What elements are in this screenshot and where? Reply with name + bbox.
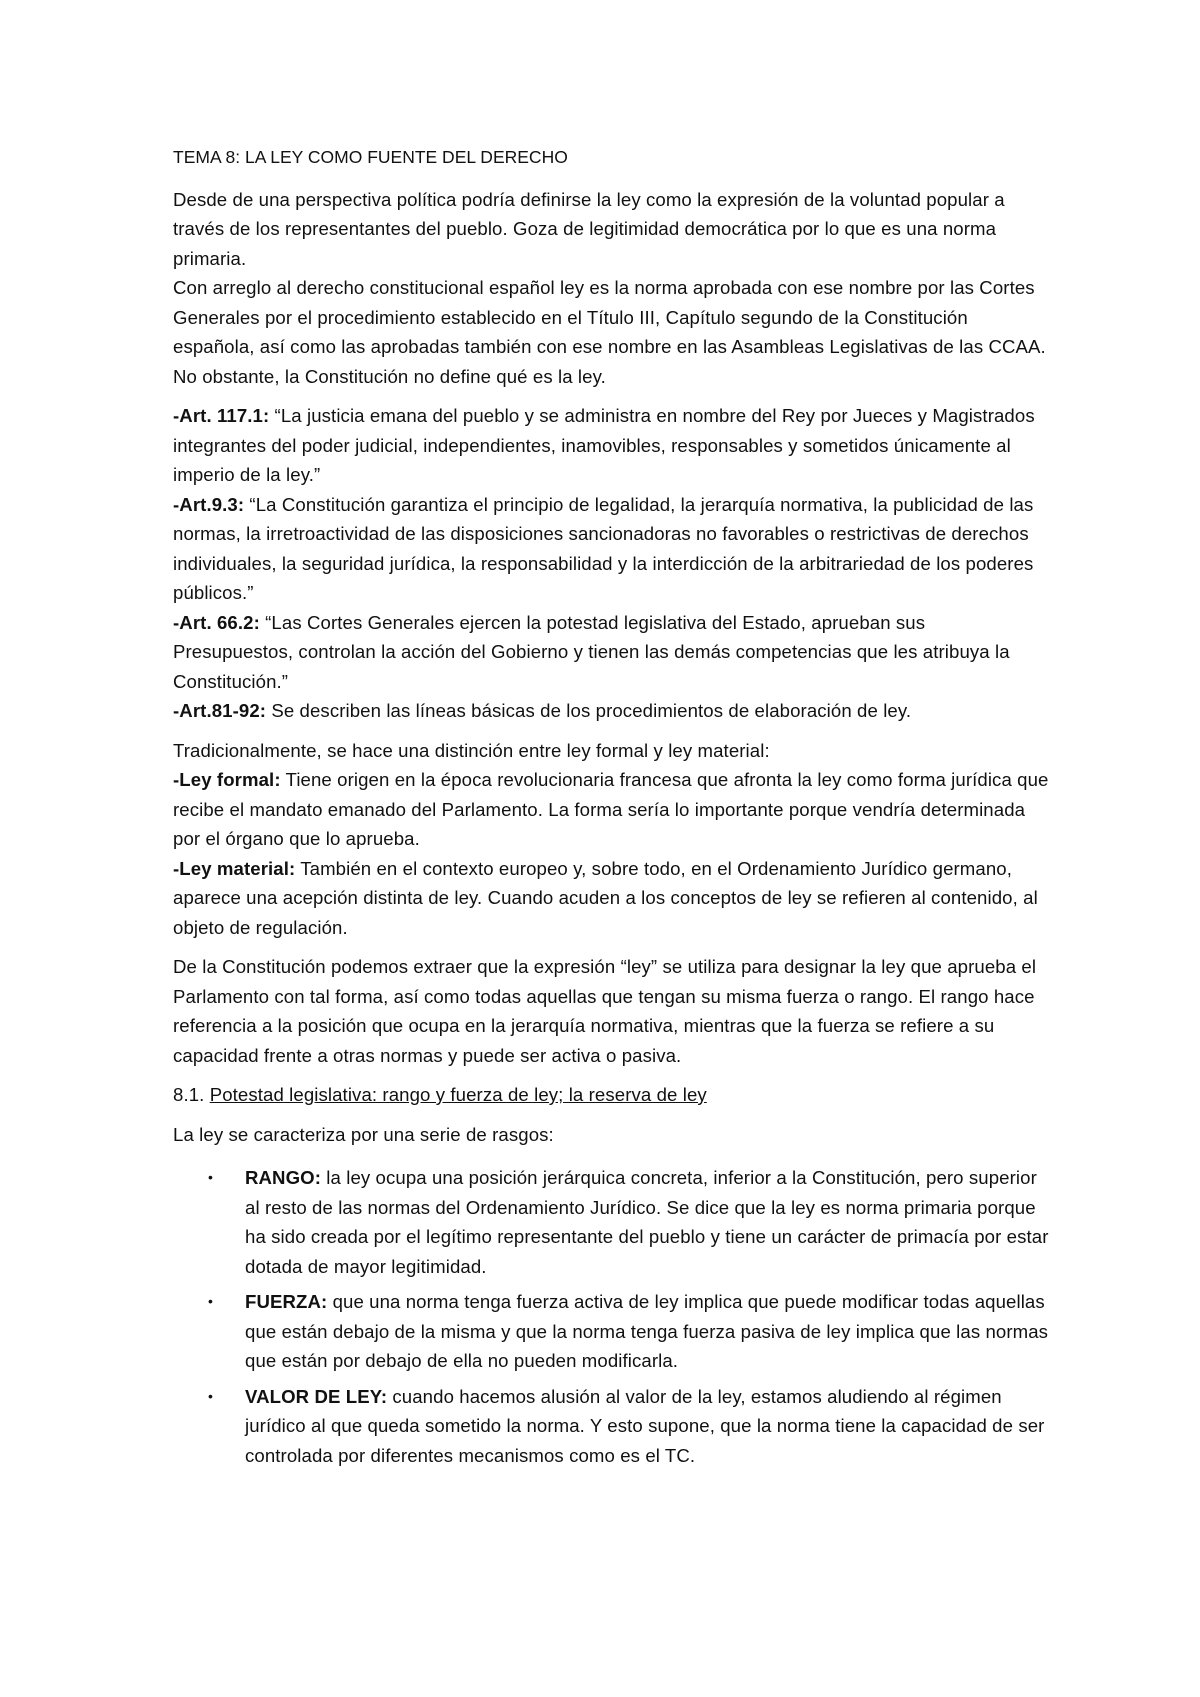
article-66-2 — [173, 608, 1050, 697]
bullet-icon: • — [208, 1169, 214, 1185]
traits-intro: La ley se caracteriza por una serie de rasgos: — [173, 1123, 554, 1145]
article-label: -Art.9.3: — [173, 493, 245, 515]
distinction-intro: Tradicionalmente, se hace una distinción entre ley formal y ley material: — [173, 739, 770, 761]
trait-text: que una norma tenga fuerza activa de ley implica que puede modificar todas aquellas que están debajo de la misma y que la norma tenga fuerza pasiva de ley implica que las normas que están por debajo de ella no pueden modificarla. — [245, 1291, 1049, 1371]
traits-list — [173, 1163, 1050, 1470]
trait-label: RANGO: — [245, 1167, 322, 1188]
section-title: Potestad legislativa: rango y fuerza de ley; la reserva de ley — [209, 1084, 707, 1105]
trait-valor-de-ley — [208, 1382, 1050, 1471]
trait-text: cuando hacemos alusión al valor de la ley, estamos aludiendo al régimen jurídico al que queda sometido la norma. Y esto supone, que la norma tiene la capacidad de ser controlada por diferentes mecanismos como es el TC. — [245, 1385, 1045, 1466]
trait-rango — [208, 1163, 1050, 1281]
article-81-92 — [173, 696, 1050, 726]
intro-paragraph-2: Con arreglo al derecho constitucional español ley es la norma aprobada con ese nombre por las Cortes Generales por el procedimiento establecido en el Título III, Capítulo segundo de la Constitución española, así como las aprobadas también con ese nombre en las Asambleas Legislativas de las CCAA. No obstante, la Constitución no define qué es la ley. — [173, 277, 1046, 387]
distinction-label: -Ley formal: — [173, 769, 281, 790]
distinction-text: También en el contexto europeo y, sobre todo, en el Ordenamiento Jurídico germano, aparece una acepción distinta de ley. Cuando acuden a los conceptos de ley se refieren al contenido, al objeto de regulación. — [173, 857, 1038, 938]
constitution-paragraph: De la Constitución podemos extraer que la expresión “ley” se utiliza para designar la ley que aprueba el Parlamento con tal forma, así como todas aquellas que tengan su misma fuerza o rango. El rango hace referencia a la posición que ocupa en la jerarquía normativa, mientras que la fuerza se refiere a su capacidad frente a otras normas y puede ser activa o pasiva. — [173, 956, 1037, 1066]
article-text: Se describen las líneas básicas de los procedimientos de elaboración de ley. — [266, 700, 912, 721]
article-text: “Las Cortes Generales ejercen la potestad legislativa del Estado, aprueban sus Presupuestos, controlan la acción del Gobierno y tienen las demás competencias que les atribuya la Constitución.” — [173, 611, 1010, 692]
trait-fuerza — [208, 1287, 1050, 1376]
article-text: “La Constitución garantiza el principio de legalidad, la jerarquía normativa, la publicidad de las normas, la irretroactividad de las disposiciones sancionadoras no favorables o restrictivas de derechos individuales, la seguridad jurídica, la responsabilidad y la interdicción de la arbitrariedad de los poderes públicos.” — [173, 493, 1034, 603]
distinction-text: Tiene origen en la época revolucionaria francesa que afronta la ley como forma jurídica que recibe el mandato emanado del Parlamento. La forma sería lo importante porque vendría determinada por el órgano que lo aprueba. — [173, 769, 1049, 849]
article-label: -Art.81-92: — [173, 700, 267, 721]
document-body — [173, 143, 1050, 1470]
document-title: TEMA 8: LA LEY COMO FUENTE DEL DERECHO — [173, 147, 568, 167]
distinction-label: -Ley material: — [173, 857, 296, 879]
bullet-icon: • — [208, 1387, 214, 1404]
article-9-3 — [173, 490, 1050, 608]
trait-label: VALOR DE LEY: — [245, 1385, 388, 1407]
intro-paragraph-1: Desde de una perspectiva política podría definirse la ley como la expresión de la voluntad popular a través de los representantes del pueblo. Goza de legitimidad democrática por lo que es una norma primaria. — [173, 188, 1005, 269]
section-number: 8.1. — [173, 1084, 210, 1105]
article-117-1 — [173, 401, 1050, 490]
ley-material-paragraph — [173, 854, 1050, 943]
article-label: -Art. 66.2: — [173, 611, 260, 633]
section-heading — [173, 1080, 1050, 1110]
ley-formal-paragraph — [173, 765, 1050, 854]
article-text: “La justicia emana del pueblo y se administra en nombre del Rey por Jueces y Magistrados integrantes del poder judicial, independientes, inamovibles, responsables y sometidos únicamente al imperio de la ley.” — [173, 405, 1035, 485]
trait-label: FUERZA: — [245, 1291, 328, 1312]
bullet-icon: • — [208, 1293, 214, 1309]
trait-text: la ley ocupa una posición jerárquica concreta, inferior a la Constitución, pero superior al resto de las normas del Ordenamiento Jurídico. Se dice que la ley es norma primaria porque ha sido creada por el legítimo representante del pueblo y tiene un carácter de primacía por estar dotada de mayor legitimidad. — [245, 1167, 1049, 1277]
article-label: -Art. 117.1: — [173, 405, 270, 426]
